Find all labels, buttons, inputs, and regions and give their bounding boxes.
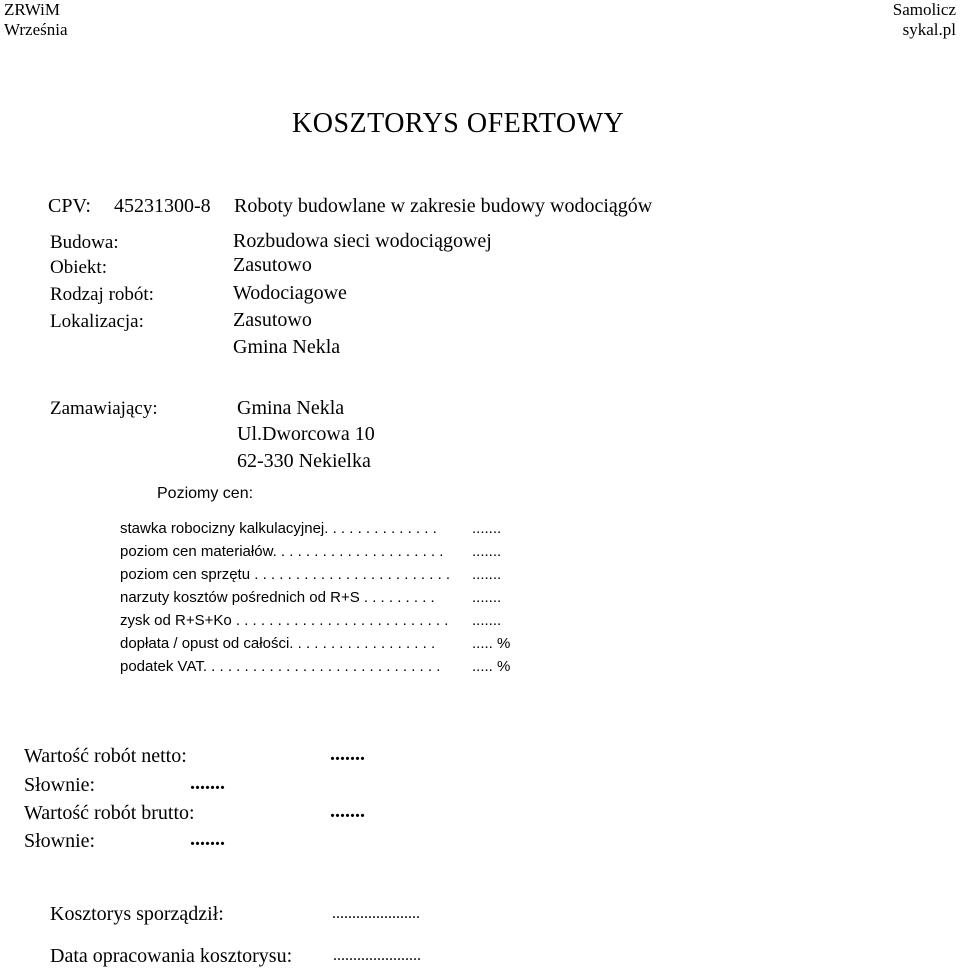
header-right-line1: Samolicz: [892, 0, 956, 19]
price-level-value: .......: [472, 543, 502, 560]
obiekt-value: Zasutowo: [233, 254, 312, 276]
price-levels-title: Poziomy cen:: [157, 485, 254, 502]
slownie-brutto-value: .......: [190, 828, 225, 850]
header-right-line2: sykal.pl: [902, 20, 956, 39]
price-level-row: [120, 543, 540, 563]
price-level-value: .......: [472, 589, 502, 606]
lokalizacja-value-2: Gmina Nekla: [233, 336, 341, 358]
price-level-label: stawka robocizny kalkulacyjnej. . . . . . . . . . . . . .: [120, 520, 437, 537]
data-opracowania-value: ......................: [333, 947, 421, 964]
zamawiajacy-label: Zamawiający:: [50, 398, 158, 419]
zamawiajacy-line1: Gmina Nekla: [237, 397, 345, 419]
price-level-label: poziom cen materiałów. . . . . . . . . . . . . . . . . . . . .: [120, 543, 444, 560]
slownie-brutto-label: Słownie:: [24, 830, 96, 852]
price-level-row: [120, 612, 540, 632]
slownie-netto-label: Słownie:: [24, 774, 96, 796]
zamawiajacy-line2: Ul.Dworcowa 10: [237, 423, 375, 445]
price-level-label: narzuty kosztów pośrednich od R+S . . . . . . . . .: [120, 589, 435, 606]
price-level-value: .......: [472, 566, 502, 583]
header-right: [893, 0, 956, 40]
header-left: [4, 0, 68, 40]
price-level-value: ..... %: [472, 658, 511, 675]
rodzaj-value: Wodociagowe: [233, 282, 347, 304]
cpv-label: CPV:: [48, 195, 91, 217]
zamawiajacy-line3: 62-330 Nekielka: [237, 450, 371, 472]
document-title: KOSZTORYS OFERTOWY: [292, 108, 625, 139]
netto-label: Wartość robót netto:: [24, 745, 187, 767]
price-level-row: [120, 520, 540, 540]
header-left-line1: ZRWiM: [4, 0, 60, 19]
header-left-line2: Września: [4, 20, 68, 39]
price-level-row: [120, 589, 540, 609]
price-level-label: poziom cen sprzętu . . . . . . . . . . . . . . . . . . . . . . . .: [120, 566, 451, 583]
budowa-label: Budowa:: [50, 232, 119, 253]
brutto-label: Wartość robót brutto:: [24, 802, 195, 824]
cpv-code: 45231300-8: [114, 195, 211, 217]
price-level-row: [120, 635, 540, 655]
data-opracowania-label: Data opracowania kosztorysu:: [50, 945, 293, 967]
brutto-value: .......: [330, 800, 365, 822]
price-level-label: zysk od R+S+Ko . . . . . . . . . . . . . . . . . . . . . . . . . .: [120, 612, 449, 629]
price-level-label: dopłata / opust od całości. . . . . . . . . . . . . . . . . .: [120, 635, 436, 652]
price-level-row: [120, 566, 540, 586]
price-level-value: .......: [472, 612, 502, 629]
price-level-row: [120, 658, 540, 678]
lokalizacja-label: Lokalizacja:: [50, 311, 144, 332]
lokalizacja-value-1: Zasutowo: [233, 309, 312, 331]
budowa-value: Rozbudowa sieci wodociągowej: [233, 230, 492, 252]
price-level-value: .......: [472, 520, 502, 537]
rodzaj-label: Rodzaj robót:: [50, 284, 154, 305]
slownie-netto-value: .......: [190, 772, 225, 794]
obiekt-label: Obiekt:: [50, 257, 107, 278]
netto-value: .......: [330, 743, 365, 765]
sporzadzil-value: ......................: [332, 905, 420, 922]
price-level-value: ..... %: [472, 635, 511, 652]
price-level-label: podatek VAT. . . . . . . . . . . . . . . . . . . . . . . . . . . . .: [120, 658, 441, 675]
cpv-description: Roboty budowlane w zakresie budowy wodociągów: [234, 195, 653, 217]
sporzadzil-label: Kosztorys sporządził:: [50, 903, 224, 925]
